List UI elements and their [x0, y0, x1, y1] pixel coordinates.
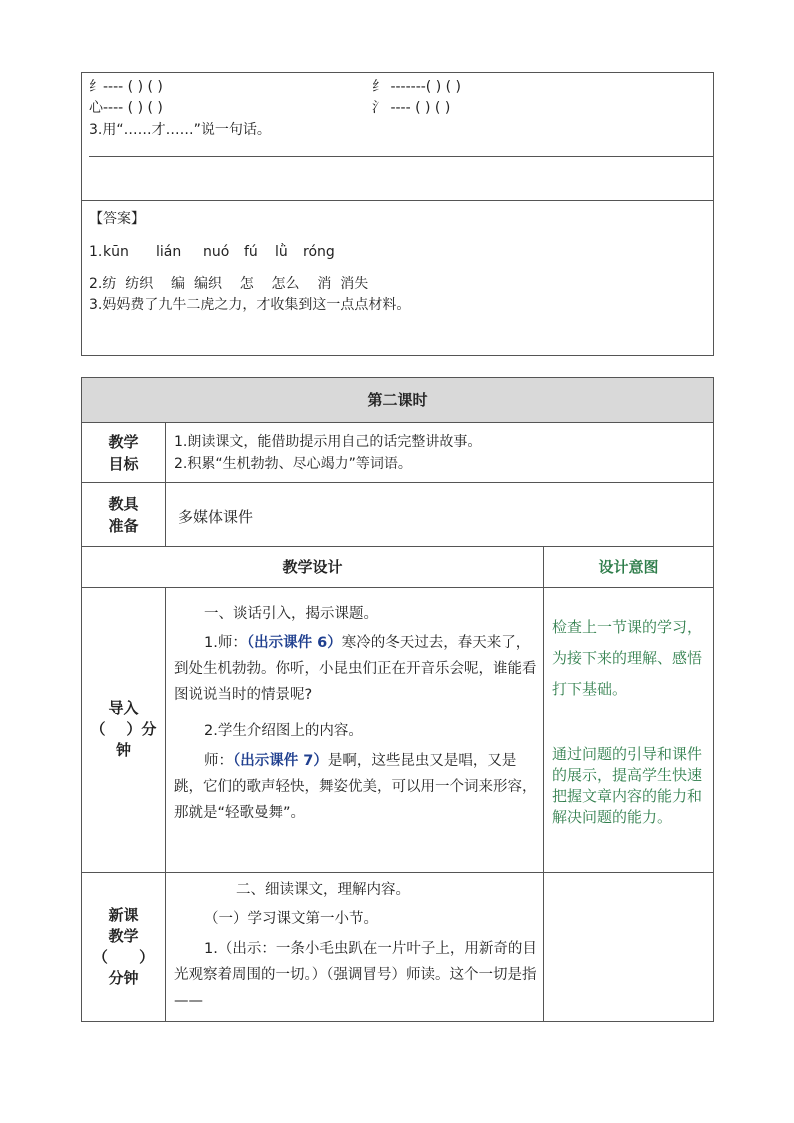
- answer-pinyin-prefix: 1.: [89, 244, 103, 260]
- intro-label-1: 导入: [108, 699, 139, 717]
- col-line: [165, 587, 166, 1022]
- courseware-6-highlight: （出示课件 6）: [246, 635, 342, 651]
- intro-label-2: （ ）分: [90, 720, 157, 738]
- answer-pinyin-5: lǜ: [275, 244, 288, 260]
- row-line: [81, 872, 714, 873]
- intro-para-1: [174, 601, 540, 627]
- col-line: [543, 546, 544, 1022]
- divider: [81, 200, 714, 201]
- intro-para-4: [174, 748, 540, 826]
- intent-2: 通过问题的引导和课件的展示，提高学生快速把握文章内容的能力和解决问题的能力。: [552, 745, 703, 826]
- lesson-title: 第二课时: [367, 391, 428, 409]
- answer-pinyin-2: lián: [156, 244, 182, 260]
- table-border-top: [81, 377, 714, 378]
- intro-para-3: [174, 718, 540, 744]
- design-header: 教学设计: [282, 558, 343, 576]
- answer-blank-line: [89, 156, 713, 157]
- courseware-7-highlight: （出示课件 7）: [233, 753, 328, 769]
- new-para-2: [174, 906, 540, 932]
- intro-p2-pre: 1.师：: [204, 635, 247, 651]
- new-p3-text: 1.（出示：一条小毛虫趴在一片叶子上，用新奇的目光观察着周围的一切。）（强调冒号）师读。这个一切是指——: [174, 941, 537, 1009]
- new-p1-text: 二、细读课文，理解内容。: [236, 882, 410, 898]
- tools-value: 多媒体课件: [178, 508, 254, 526]
- goal-1: 1.朗读课文，能借助提示用自己的话完整讲故事。: [174, 434, 482, 450]
- intro-para-2: [174, 630, 540, 708]
- table-border-bottom: [81, 1021, 714, 1022]
- answer-pinyin-4: fú: [244, 244, 258, 260]
- row-line: [81, 482, 714, 483]
- intro-p3-text: 2.学生介绍图上的内容。: [204, 723, 363, 739]
- intro-p2-post: 寒冷的冬天过去，春天来了，到处生机勃勃。你听，小昆虫们正在开音乐会呢，谁能看图说说当时的情景呢?: [174, 635, 537, 703]
- tools-label: 教具 准备: [108, 495, 139, 535]
- intent-header: 设计意图: [598, 558, 659, 576]
- new-label-2: 教学: [108, 927, 139, 945]
- intro-p4-post: 是啊，这些昆虫又是唱，又是跳，它们的歌声轻快，舞姿优美，可以用一个词来形容，那就是“轻歌曼舞”。: [174, 753, 537, 821]
- answer-pinyin-1: kūn: [103, 244, 129, 260]
- answer-pinyin-3: nuó: [203, 244, 230, 260]
- answer-title: 【答案】: [89, 211, 145, 227]
- exercise-row-1a: 纟---- ( ) ( ): [89, 79, 163, 95]
- row-line: [81, 587, 714, 588]
- goal-label: 教学 目标: [108, 433, 139, 473]
- row-line: [81, 546, 714, 547]
- new-label-4: 分钟: [108, 969, 139, 987]
- goal-2: 2.积累“生机勃勃、尽心竭力”等词语。: [174, 456, 412, 472]
- answer-line-3: 3.妈妈费了九牛二虎之力，才收集到这一点点材料。: [89, 297, 411, 313]
- exercise-row-2b: 氵 ---- ( ) ( ): [372, 100, 451, 116]
- new-p2-text: （一）学习课文第一小节。: [204, 911, 378, 927]
- intro-p1-text: 一、谈话引入，揭示课题。: [204, 606, 378, 622]
- new-para-3: [174, 936, 540, 1014]
- col-line: [165, 422, 166, 547]
- new-para-1: [174, 877, 540, 903]
- intro-label-3: 钟: [115, 741, 131, 759]
- exercise-question-3: 3.用“……才……”说一句话。: [89, 122, 271, 138]
- new-label-3: （ ）: [92, 948, 155, 966]
- answer-line-2: 2.纺 纺织 编 编织 怎 怎么 消 消失: [89, 276, 369, 292]
- table-border-right: [713, 377, 714, 1022]
- exercise-row-2a: 心---- ( ) ( ): [89, 100, 163, 116]
- row-line: [81, 422, 714, 423]
- answer-pinyin-6: róng: [303, 244, 335, 260]
- new-label-1: 新课: [108, 906, 139, 924]
- intent-1: 检查上一节课的学习，为接下来的理解、感悟打下基础。: [552, 618, 703, 698]
- exercise-row-1b: 纟 -------( ) ( ): [372, 79, 462, 95]
- intro-p4-pre: 师：: [204, 753, 233, 769]
